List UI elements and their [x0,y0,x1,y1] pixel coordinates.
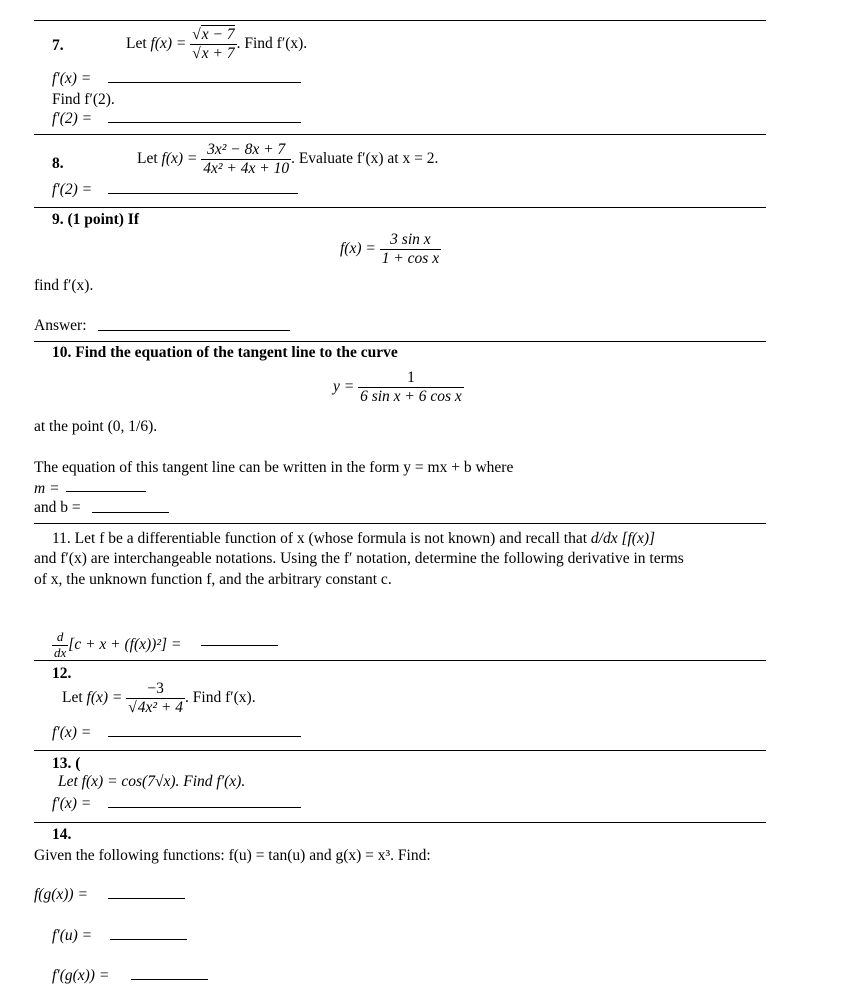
problem-9-frac-den: 1 + cos x [381,249,440,267]
problem-14-number: 14. [52,826,72,843]
problem-10-frac-num: 1 [407,369,415,386]
divider-12 [34,660,766,661]
problem-8-number: 8. [52,155,64,172]
problem-14-q3-label: f′(g(x)) = [52,967,110,984]
problem-14-q2-blank[interactable] [110,939,187,940]
problem-11-ddx: $\frac{d}{dx}$ [54,629,67,660]
problem-8-frac-den: 4x² + 4x + 10 [203,159,290,177]
problem-9-find: find f′(x). [34,277,94,294]
problem-12-answer-label: f′(x) = [52,724,92,741]
problem-8-frac-num: 3x² − 8x + 7 [207,141,286,158]
problem-12-number: 12. [52,665,72,682]
divider-8 [34,134,766,135]
problem-7-answer1-label: f′(x) = [52,70,92,87]
problem-12-fx: f(x) = [86,688,123,706]
problem-13-answer-label: f′(x) = [52,795,92,812]
divider-13 [34,750,766,751]
problem-7-frac-num: x − 7 [201,26,235,43]
problem-8-fraction [201,141,291,178]
problem-11-line1 [52,530,655,548]
problem-9-frac-num: 3 sin x [390,231,431,248]
problem-13-number: 13. ( [52,755,81,772]
problem-8-answer-blank[interactable] [108,193,298,194]
problem-8-statement [137,141,438,178]
problem-10-frac-den: 6 sin x + 6 cos x [360,387,462,405]
problem-10-fraction [358,369,464,406]
problem-11-expression [52,630,181,661]
problem-11-line2: and f′(x) are interchangeable notations. Using the f′ notation, determine the following derivative in terms [34,550,684,567]
divider-9 [34,207,766,208]
problem-8-let: Let [137,149,158,167]
problem-7-statement [126,26,307,63]
problem-14-q1-blank[interactable] [108,898,185,899]
problem-12-instruction: . Find f′(x). [185,688,256,706]
divider-11 [34,523,766,524]
problem-13-answer-blank[interactable] [108,807,301,808]
divider-top [34,20,766,21]
problem-7-frac-den: x + 7 [201,44,235,62]
problem-10-y: y = [333,377,355,395]
problem-11-line1-expr: d/dx [f(x)] [590,530,656,547]
problem-12-frac-den: 4x² + 4 [137,698,184,716]
problem-12-fraction: $\frac{-3}{\text{√4x² + 4}}$ [128,680,184,716]
problem-14-q1-label: f(g(x)) = [34,886,88,903]
problem-12-let: Let [62,688,83,706]
problem-7-fraction: $\frac{√x - 7}{√x + 7}$ [192,26,235,62]
problem-12-statement [62,680,256,717]
problem-11-answer-blank[interactable] [201,645,278,646]
problem-7-find2: Find f′(2). [52,91,115,108]
problem-12-answer-blank[interactable] [108,736,301,737]
problem-9-answer-blank[interactable] [98,330,290,331]
divider-14 [34,822,766,823]
problem-10-form: The equation of this tangent line can be written in the form y = mx + b where [34,459,514,476]
problem-14-q2-label: f′(u) = [52,927,93,944]
problem-9-fx: f(x) = [340,239,376,257]
problem-9-formula [340,231,441,268]
problem-8-instruction: . Evaluate f′(x) at x = 2. [291,149,439,167]
problem-11-line3: of x, the unknown function f, and the arbitrary constant c. [34,571,392,588]
divider-10 [34,341,766,342]
problem-8-answer-label: f′(2) = [52,181,93,198]
problem-10-m-label: m = [34,480,60,497]
problem-13-statement: Let f(x) = cos(7√x). Find f′(x). [58,773,246,790]
problem-9-header: 9. (1 point) If [52,211,139,228]
problem-10-m-blank[interactable] [66,491,146,492]
problem-9-answer-label: Answer: [34,317,87,334]
problem-12-frac-num: −3 [147,680,164,697]
problem-14-statement: Given the following functions: f(u) = tan(u) and g(x) = x³. Find: [34,847,431,864]
problem-10-b-label: and b = [34,499,81,516]
problem-11-line1-text: 11. Let f be a differentiable function of x (whose formula is not known) and recall that [52,530,588,547]
problem-9-fraction [380,231,441,268]
problem-7-fx: f(x) = [150,34,187,52]
problem-10-b-blank[interactable] [92,512,169,513]
problem-7-answer2-label: f′(2) = [52,110,93,127]
problem-14-q3-blank[interactable] [131,979,208,980]
problem-7-answer2-blank[interactable] [108,122,301,123]
problem-10-point: at the point (0, 1/6). [34,418,158,435]
problem-10-header: 10. Find the equation of the tangent line to the curve [52,344,398,361]
problem-7-let: Let [126,34,147,52]
problem-7-number: 7. [52,37,64,54]
problem-7-answer1-blank[interactable] [108,82,301,83]
problem-8-fx: f(x) = [161,149,198,167]
problem-7-instruction: . Find f′(x). [236,34,308,52]
problem-10-formula [333,369,464,406]
problem-11-expr: [c + x + (f(x))²] = [68,636,182,653]
